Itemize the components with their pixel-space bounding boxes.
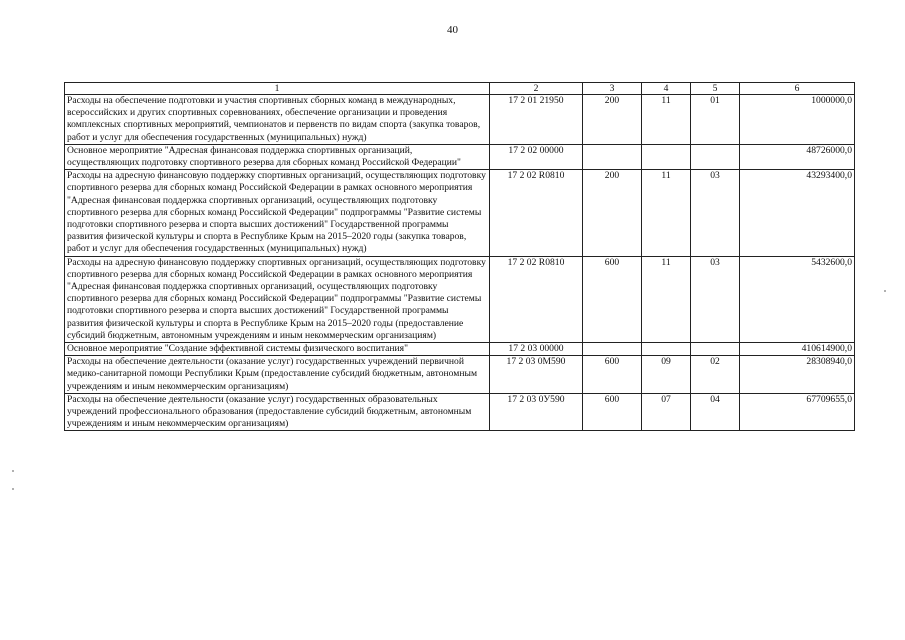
row-sum: 67709655,0: [740, 393, 855, 431]
row-code: 17 2 03 0М590: [490, 356, 583, 394]
row-expense-type: [583, 343, 642, 356]
row-code: 17 2 01 21950: [490, 95, 583, 145]
row-section: 07: [642, 393, 691, 431]
row-section: 11: [642, 256, 691, 342]
budget-table: [64, 82, 855, 431]
table-row: [65, 144, 855, 169]
row-name: Расходы на обеспечение деятельности (оказание услуг) государственных учреждений первичной медико-санитарной помощи Республики Крым (предоставление субсидий бюджетным, автономным учреждениям и иным некоммерческим организациям): [65, 356, 490, 394]
row-sum: 1000000,0: [740, 95, 855, 145]
row-subsection: 03: [691, 170, 740, 256]
row-expense-type: 600: [583, 393, 642, 431]
row-expense-type: 600: [583, 256, 642, 342]
table-row: [65, 356, 855, 394]
table-row: [65, 343, 855, 356]
row-section: 11: [642, 95, 691, 145]
row-name: Основное мероприятие "Создание эффективной системы физического воспитания": [65, 343, 490, 356]
row-subsection: 02: [691, 356, 740, 394]
row-subsection: 04: [691, 393, 740, 431]
row-sum: 43293400,0: [740, 170, 855, 256]
scan-speck: [884, 290, 886, 292]
header-col-3: 3: [583, 83, 642, 95]
table-row: [65, 256, 855, 342]
row-code: 17 2 02 00000: [490, 144, 583, 169]
row-section: 11: [642, 170, 691, 256]
header-col-2: 2: [490, 83, 583, 95]
row-code: 17 2 03 00000: [490, 343, 583, 356]
row-subsection: [691, 144, 740, 169]
row-code: 17 2 02 R0810: [490, 170, 583, 256]
row-name: Расходы на адресную финансовую поддержку спортивных организаций, осуществляющих подготовку спортивного резерва для сборных команд Российской Федерации в рамках основного мероприятия "Адресная финансовая поддержка спортивных организаций, осуществляющих подготовку спортивного резерва для сборных команд Российской Федерации" подпрограммы "Развитие системы подготовки спортивного резерва и спорта высших достижений" Государственной программы развития физической культуры и спорта в Республике Крым на 2015–2020 годы (предоставление субсидий бюджетным, автономным учреждениям и иным некоммерческим организациям): [65, 256, 490, 342]
row-subsection: 03: [691, 256, 740, 342]
row-sum: 28308940,0: [740, 356, 855, 394]
row-sum: 5432600,0: [740, 256, 855, 342]
row-subsection: [691, 343, 740, 356]
row-expense-type: 200: [583, 95, 642, 145]
row-expense-type: [583, 144, 642, 169]
row-subsection: 01: [691, 95, 740, 145]
row-section: [642, 343, 691, 356]
header-col-6: 6: [740, 83, 855, 95]
table-row: [65, 95, 855, 145]
header-col-5: 5: [691, 83, 740, 95]
page-number: 40: [447, 24, 458, 36]
row-code: 17 2 02 R0810: [490, 256, 583, 342]
row-name: Расходы на адресную финансовую поддержку спортивных организаций, осуществляющих подготовку спортивного резерва для сборных команд Российской Федерации в рамках основного мероприятия "Адресная финансовая поддержка спортивных организаций, осуществляющих подготовку спортивного резерва для сборных команд Российской Федерации" подпрограммы "Развитие системы подготовки спортивного резерва и спорта высших достижений" Государственной программы развития физической культуры и спорта в Республике Крым на 2015–2020 годы (закупка товаров, работ и услуг для обеспечения государственных (муниципальных) нужд): [65, 170, 490, 256]
row-expense-type: 200: [583, 170, 642, 256]
header-col-1: 1: [65, 83, 490, 95]
row-code: 17 2 03 0У590: [490, 393, 583, 431]
table-row: [65, 393, 855, 431]
header-col-4: 4: [642, 83, 691, 95]
header-row: [65, 83, 855, 95]
table-row: [65, 170, 855, 256]
row-name: Расходы на обеспечение деятельности (оказание услуг) государственных образовательных учреждений профессионального образования (предоставление субсидий бюджетным, автономным учреждениям и иным некоммерческим организациям): [65, 393, 490, 431]
row-section: [642, 144, 691, 169]
row-expense-type: 600: [583, 356, 642, 394]
scan-speck: [12, 470, 14, 472]
row-sum: 48726000,0: [740, 144, 855, 169]
row-name: Основное мероприятие "Адресная финансовая поддержка спортивных организаций, осуществляющих подготовку спортивного резерва для сборных команд Российской Федерации": [65, 144, 490, 169]
row-name: Расходы на обеспечение подготовки и участия спортивных сборных команд в международных, всероссийских и других спортивных соревнованиях, обеспечение организации и проведения комплексных спортивных мероприятий, чемпионатов и первенств по видам спорта (закупка товаров, работ и услуг для обеспечения государственных (муниципальных) нужд): [65, 95, 490, 145]
row-sum: 410614900,0: [740, 343, 855, 356]
scan-speck: [12, 488, 14, 490]
row-section: 09: [642, 356, 691, 394]
